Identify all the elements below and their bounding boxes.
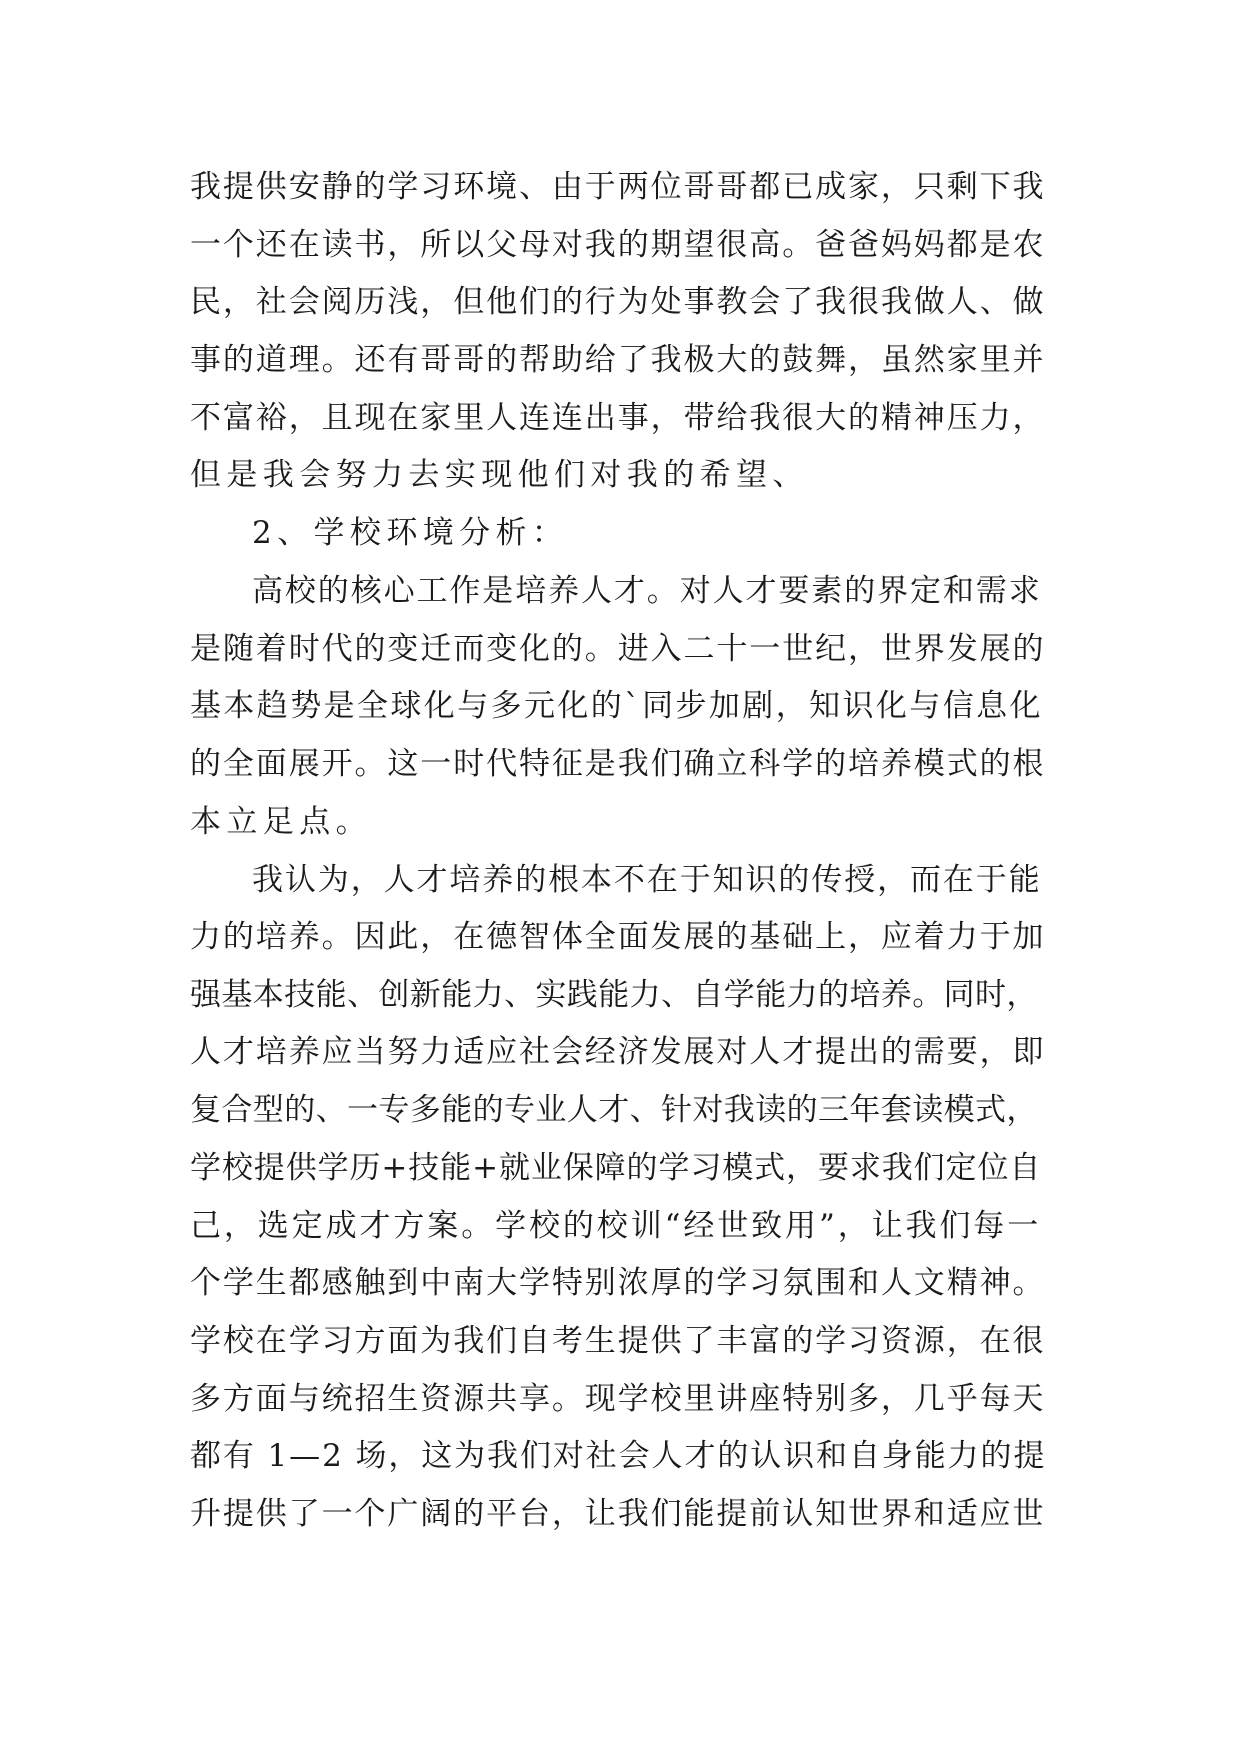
text-line: 民，社会阅历浅，但他们的行为处事教会了我很我做人、做 [190, 284, 1046, 320]
text-line: 己，选定成才方案。学校的校训“经世致用”，让我们每一 [190, 1208, 1042, 1244]
text-line: 本立足点。 [190, 804, 372, 840]
text-line: 多方面与统招生资源共享。现学校里讲座特别多，几乎每天 [190, 1381, 1046, 1417]
text-line: 不富裕，且现在家里人连连出事，带给我很大的精神压力， [190, 400, 1046, 436]
text-line: 复合型的、一专多能的专业人才、针对我读的三年套读模式， [190, 1092, 1038, 1128]
text-line: 人才培养应当努力适应社会经济发展对人才提出的需要，即 [190, 1034, 1046, 1070]
text-line: 都有 1—2 场，这为我们对社会人才的认识和自身能力的提 [190, 1438, 1047, 1474]
text-line: 强基本技能、创新能力、实践能力、自学能力的培养。同时， [190, 977, 1038, 1013]
text-line: 基本趋势是全球化与多元化的`同步加剧，知识化与信息化 [190, 688, 1043, 724]
text-line: 学校在学习方面为我们自考生提供了丰富的学习资源，在很 [190, 1323, 1046, 1359]
text-line: 高校的核心工作是培养人才。对人才要素的界定和需求 [252, 573, 1042, 609]
text-line: 的全面展开。这一时代特征是我们确立科学的培养模式的根 [190, 746, 1046, 782]
text-line: 我认为，人才培养的根本不在于知识的传授，而在于能 [252, 862, 1042, 898]
text-line: 一个还在读书，所以父母对我的期望很高。爸爸妈妈都是农 [190, 227, 1046, 263]
text-line: 个学生都感触到中南大学特别浓厚的学习氛围和人文精神。 [190, 1265, 1046, 1301]
text-line: 是随着时代的变迁而变化的。进入二十一世纪，世界发展的 [190, 631, 1046, 667]
text-line: 力的培养。因此，在德智体全面发展的基础上，应着力于加 [190, 919, 1046, 955]
section-heading: 2、学校环境分析： [252, 515, 569, 551]
text-line: 升提供了一个广阔的平台，让我们能提前认知世界和适应世 [190, 1496, 1046, 1532]
text-line: 学校提供学历+技能+就业保障的学习模式，要求我们定位自 [190, 1150, 1042, 1186]
text-line: 但是我会努力去实现他们对我的希望、 [190, 457, 809, 493]
text-line: 事的道理。还有哥哥的帮助给了我极大的鼓舞，虽然家里并 [190, 342, 1046, 378]
text-line: 我提供安静的学习环境、由于两位哥哥都已成家，只剩下我 [190, 169, 1046, 205]
